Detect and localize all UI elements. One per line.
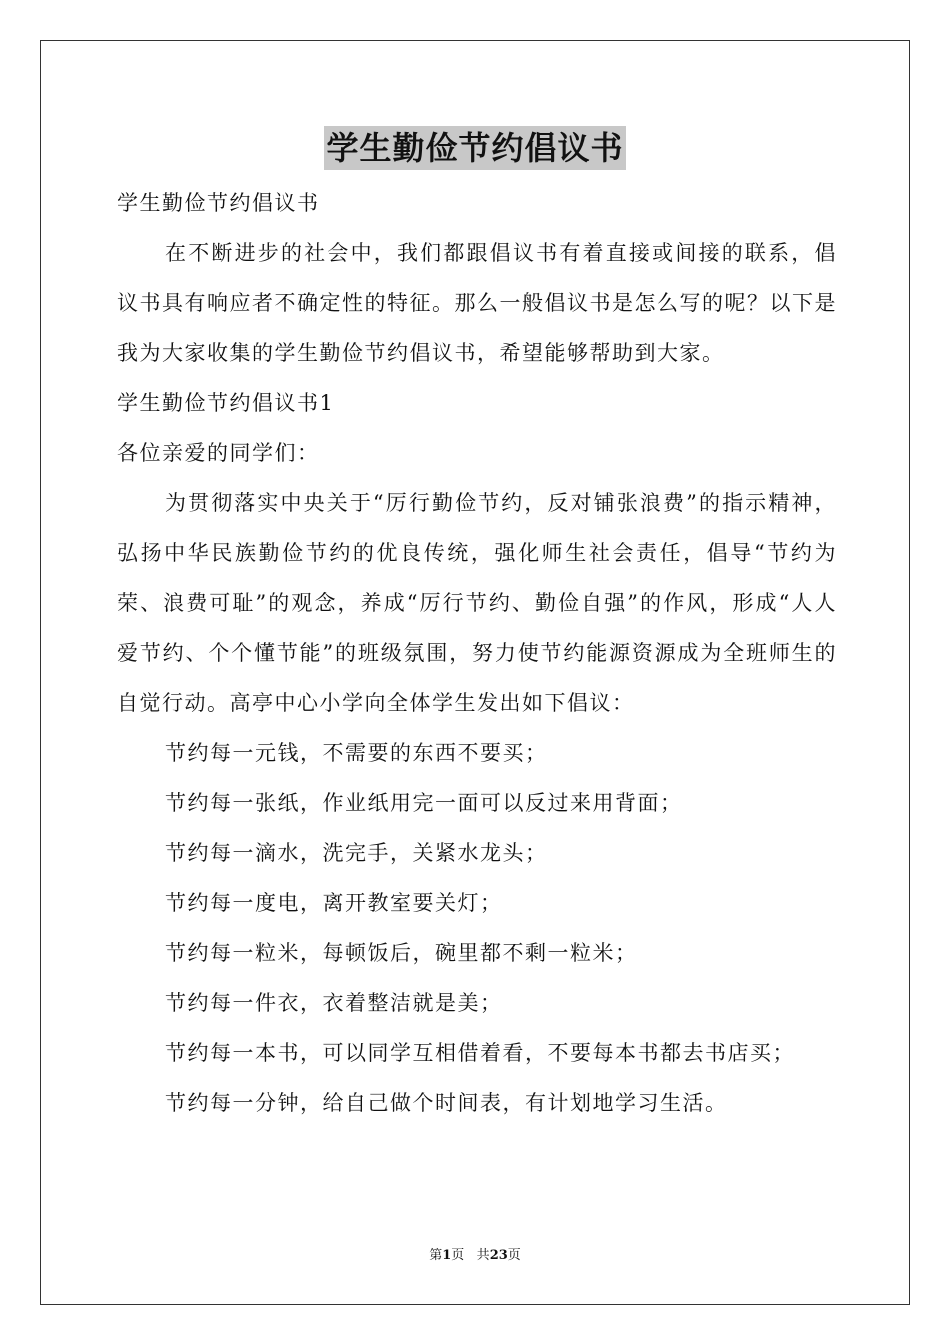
- list-item: 节约每一粒米，每顿饭后，碗里都不剩一粒米；: [165, 941, 638, 965]
- total-prefix: 共: [476, 1248, 490, 1263]
- title-container: [0, 126, 950, 170]
- document-subtitle: 学生勤俭节约倡议书: [117, 191, 320, 215]
- list-item: 节约每一度电，离开教室要关灯；: [165, 891, 503, 915]
- page-prefix: 第: [429, 1248, 443, 1263]
- section-heading: 学生勤俭节约倡议书1: [117, 391, 335, 415]
- total-suffix: 页: [507, 1248, 521, 1263]
- list-item: 节约每一元钱，不需要的东西不要买；: [165, 741, 548, 765]
- salutation: 各位亲爱的同学们：: [117, 441, 320, 465]
- body-paragraph: 为贯彻落实中央关于“厉行勤俭节约，反对铺张浪费”的指示精神，弘扬中华民族勤俭节约的优良传统，强化师生社会责任，倡导“节约为荣、浪费可耻”的观念，养成“厉行节约、勤俭自强”的作风，形成“人人爱节约、个个懂节能”的班级氛围，努力使节约能源资源成为全班师生的自觉行动。高亭中心小学向全体学生发出如下倡议：: [117, 491, 837, 715]
- total-pages: 23: [489, 1248, 508, 1263]
- list-item: 节约每一本书，可以同学互相借着看，不要每本书都去书店买；: [165, 1041, 795, 1065]
- list-item: 节约每一件衣，衣着整洁就是美；: [165, 991, 503, 1015]
- document-body: [117, 178, 837, 1128]
- document-title: 学生勤俭节约倡议书: [324, 126, 625, 170]
- page-suffix: 页: [451, 1248, 465, 1263]
- intro-paragraph: 在不断进步的社会中，我们都跟倡议书有着直接或间接的联系，倡议书具有响应者不确定性的特征。那么一般倡议书是怎么写的呢？以下是我为大家收集的学生勤俭节约倡议书，希望能够帮助到大家。: [117, 241, 837, 365]
- page-footer: [0, 1247, 950, 1265]
- list-item: 节约每一张纸，作业纸用完一面可以反过来用背面；: [165, 791, 683, 815]
- page-number: 1: [442, 1248, 452, 1263]
- list-item: 节约每一滴水，洗完手，关紧水龙头；: [165, 841, 548, 865]
- list-item: 节约每一分钟，给自己做个时间表，有计划地学习生活。: [165, 1091, 728, 1115]
